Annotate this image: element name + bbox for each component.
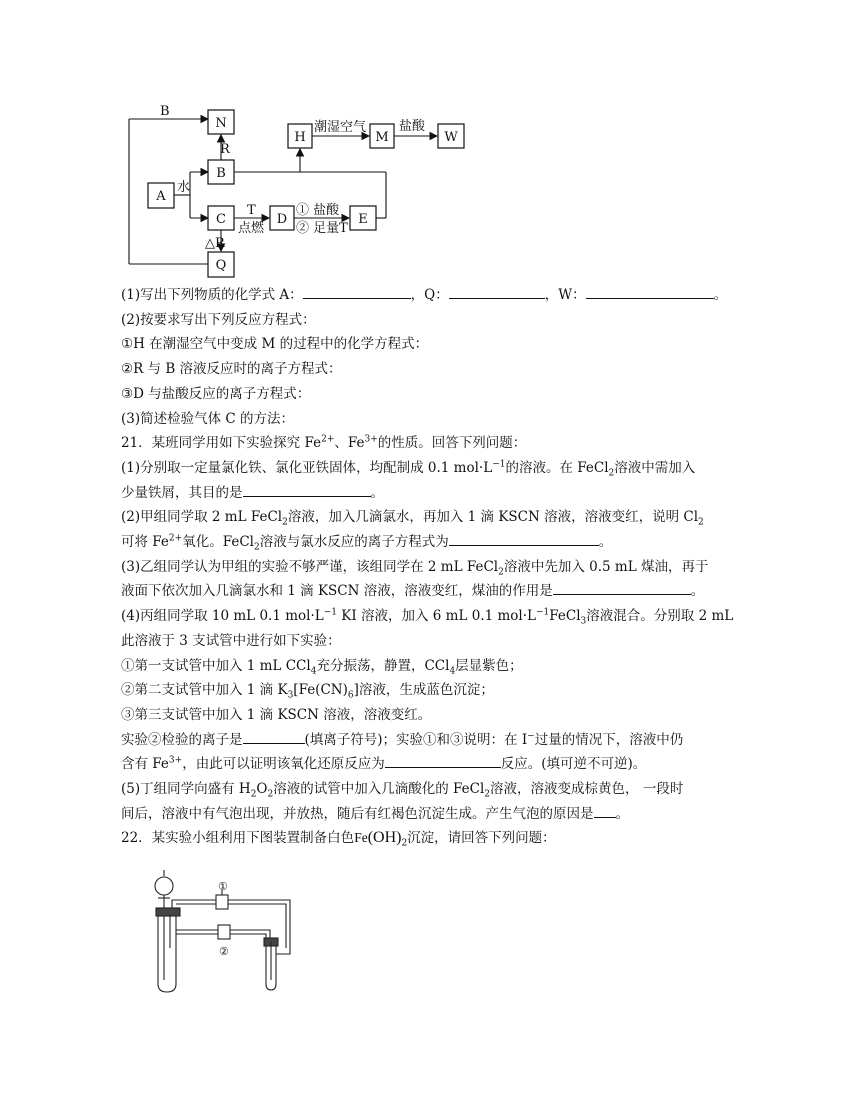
node-b-label: B xyxy=(216,166,226,181)
edge-t-label: T xyxy=(247,203,256,218)
answer-blank-21-5[interactable] xyxy=(594,802,616,818)
edge-water-label: 水 xyxy=(177,180,191,195)
apparatus-diagram xyxy=(130,868,310,998)
edge-d-e-label-2: ② 足量T xyxy=(296,221,348,236)
edge-ignite-label: 点燃 xyxy=(238,221,265,236)
answer-blank-21-3[interactable] xyxy=(553,579,691,595)
edge-r-label: R xyxy=(220,142,230,157)
node-c-label: C xyxy=(216,212,226,227)
answer-blank-21-1[interactable] xyxy=(243,481,371,497)
answer-blank-21-4a[interactable] xyxy=(243,728,305,744)
answer-blank-a[interactable] xyxy=(303,283,411,299)
q21-part1-line2: 少量铁屑，其目的是 。 xyxy=(121,481,741,506)
q21-part4-line2: 此溶液于 3 支试管中进行如下实验： xyxy=(121,632,341,649)
edge-d-e-label-1: ① 盐酸 xyxy=(296,203,340,218)
q20-part2-1: ①H 在潮湿空气中变成 M 的过程中的化学方程式： xyxy=(121,336,429,353)
q22-intro: 22．某实验小组利用下图装置制备白色$Fe(OH)_2$沉淀，请回答下列问题： xyxy=(121,829,556,850)
question-text-body xyxy=(121,283,741,851)
node-q-label: Q xyxy=(215,258,227,273)
answer-blank-w[interactable] xyxy=(586,283,714,299)
q20-part1: (1)写出下列物质的化学式 A： ，Q： ，W： 。 xyxy=(121,283,741,308)
q20-part2-2: ②R 与 B 溶液反应时的离子方程式： xyxy=(121,361,342,378)
edge-delta-r-label: △R xyxy=(205,236,225,251)
flow-diagram-svg xyxy=(120,100,480,280)
valve-1-label: ① xyxy=(218,880,228,893)
q20-part3: (3)简述检验气体 C 的方法： xyxy=(121,410,295,427)
q20-part2-3: ③D 与盐酸反应的离子方程式： xyxy=(121,385,311,402)
q21-part4-exp2: ②第二支试管中加入 1 滴 $K_3[Fe(CN)_6]$溶液，生成蓝色沉淀； xyxy=(121,682,494,701)
node-n-label: N xyxy=(215,116,227,131)
q21-part2-line2: 可将 $Fe^{2+}$氧化。FeCl$_2$溶液与氯水反应的离子方程式为 。 xyxy=(121,530,741,555)
answer-blank-21-4b[interactable] xyxy=(385,752,501,768)
node-w-label: W xyxy=(444,130,458,145)
node-m-label: M xyxy=(375,130,389,145)
node-h-label: H xyxy=(294,130,306,145)
q21-intro: 21．某班同学用如下实验探究 $Fe^{2+}$、$Fe^{3+}$的性质。回答下列问题： xyxy=(121,434,527,452)
edge-hcl-label: 盐酸 xyxy=(399,119,426,134)
q20-part2: (2)按要求写出下列反应方程式： xyxy=(121,311,316,328)
edge-humid-air-label: 潮湿空气 xyxy=(314,120,367,135)
q21-part5-line1: (5)丁组同学向盛有 $H_2O_2$溶液的试管中加入几滴酸化的 FeCl$_2$溶液，溶液变成棕黄色， 一段时 xyxy=(121,781,684,800)
q21-part3-line2: 液面下依次加入几滴氯水和 1 滴 KSCN 溶液，溶液变红，煤油的作用是 。 xyxy=(121,579,741,604)
q21-part4-line1: (4)丙组同学取 10 mL 0.1 $mol\cdot L^{-1}$ KI 溶液，加入 6 mL 0.1 $mol\cdot L^{-1}FeCl_3$溶液混合。分别取 2 mL xyxy=(121,607,734,627)
q21-part1-line1: (1)分别取一定量氯化铁、氯化亚铁固体，均配制成 0.1 $mol\cdot L^{-1}$的溶液。在 FeCl$_2$溶液中需加入 xyxy=(121,459,696,479)
valve-2-label: ② xyxy=(219,945,229,958)
q21-part2-line1: (2)甲组同学取 2 mL FeCl$_2$溶液，加入几滴氯水，再加入 1 滴 KSCN 溶液，溶液变红，说明 $Cl_2$ xyxy=(121,509,704,529)
q21-part4-exp1: ①第一支试管中加入 1 mL CCl$_4$充分振荡，静置，CCl$_4$层显紫色； xyxy=(121,657,523,677)
q21-part3-line1: (3)乙组同学认为甲组的实验不够严谨，该组同学在 2 mL FeCl$_2$溶液中先加入 0.5 mL 煤油，再于 xyxy=(121,558,709,578)
reaction-flow-diagram xyxy=(120,100,480,280)
answer-blank-21-2[interactable] xyxy=(449,530,599,546)
q21-part4-conclusion1: 实验②检验的离子是 (填离子符号)；实验①和③说明：在 I−过量的情况下，溶液中仍 xyxy=(121,728,741,753)
apparatus-svg xyxy=(130,868,310,998)
node-a-label: A xyxy=(156,189,166,204)
answer-blank-q[interactable] xyxy=(449,283,545,299)
edge-b-label: B xyxy=(160,104,170,119)
q21-part5-line2: 间后，溶液中有气泡出现，并放热，随后有红褐色沉淀生成。产生气泡的原因是 。 xyxy=(121,802,741,827)
q21-part4-conclusion2: 含有 $Fe^{3+}$，由此可以证明该氧化还原反应为 反应。(填可逆不可逆)。 xyxy=(121,752,741,777)
node-e-label: E xyxy=(358,212,368,227)
q21-part4-exp3: ③第三支试管中加入 1 滴 KSCN 溶液，溶液变红。 xyxy=(121,706,432,723)
node-d-label: D xyxy=(276,212,288,227)
